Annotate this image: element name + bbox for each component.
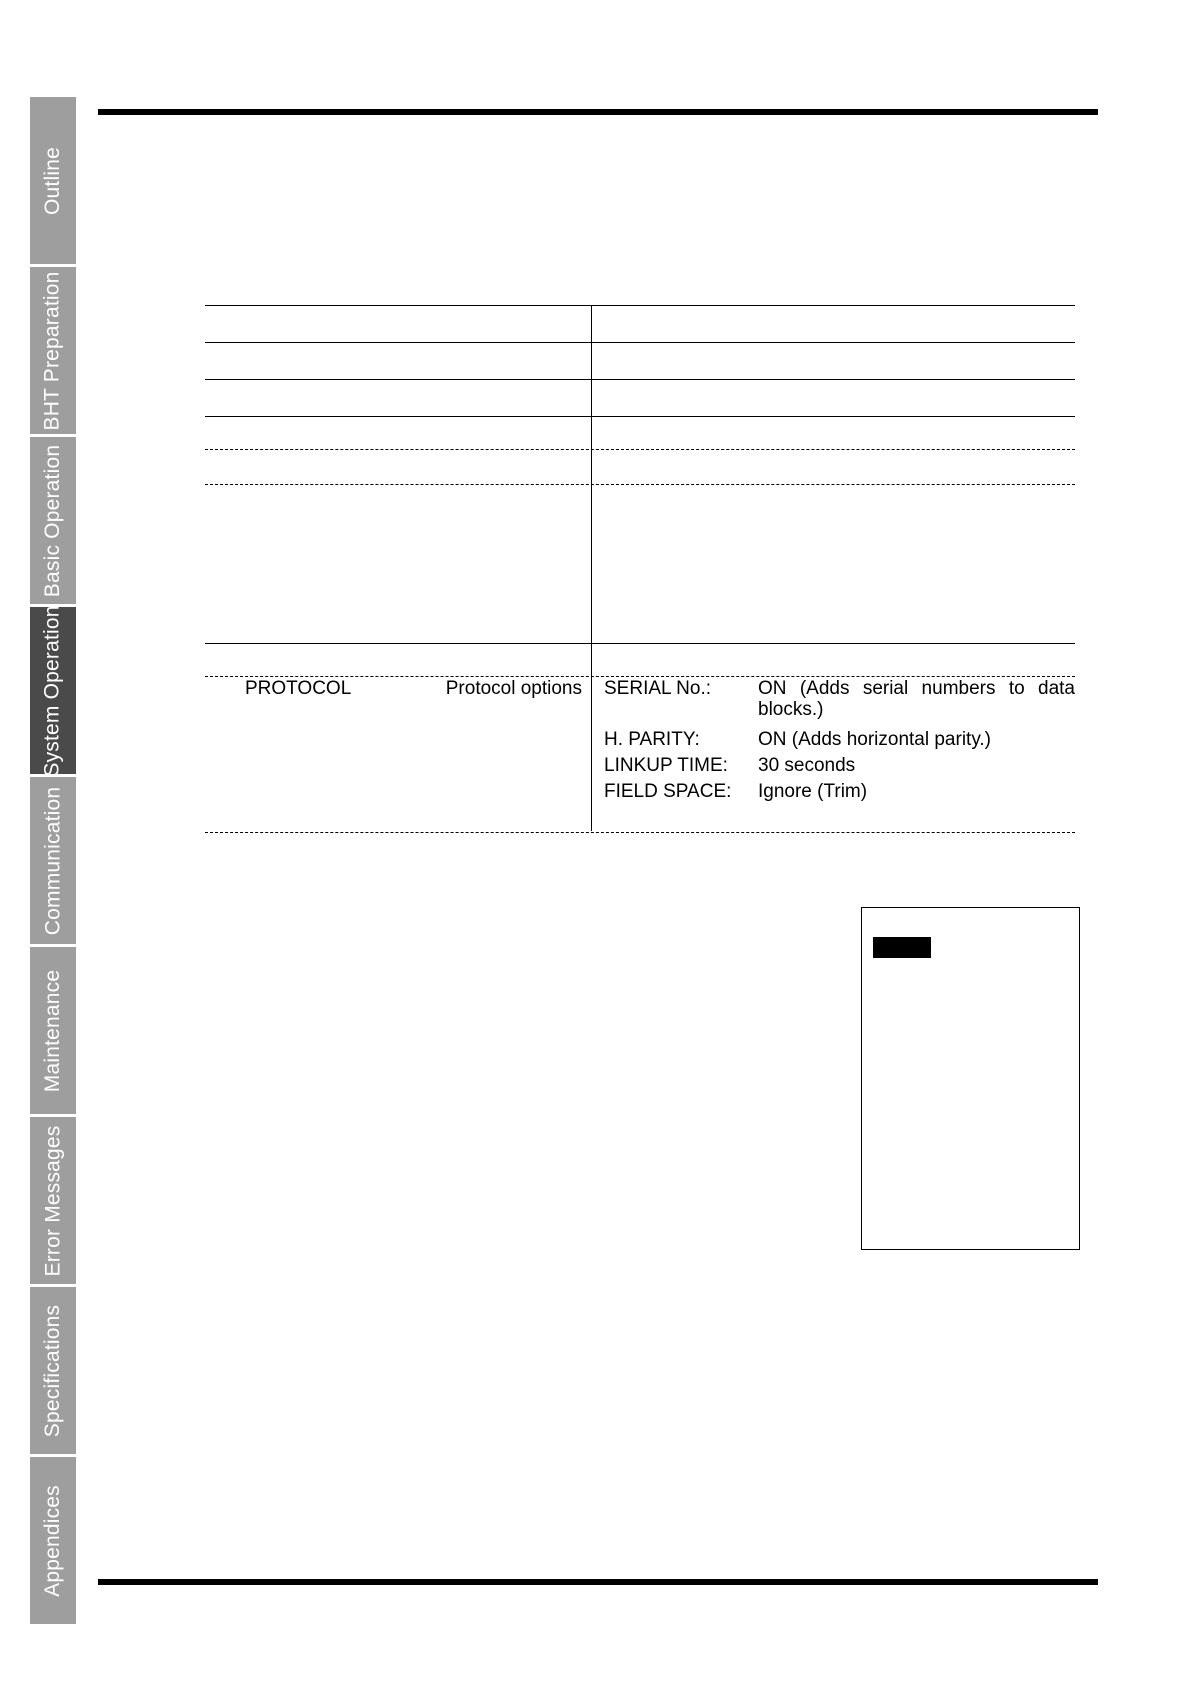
- protocol-setting-name: PROTOCOL: [245, 678, 352, 699]
- table-rule: [205, 342, 1075, 343]
- linkup-time-label: LINKUP TIME:: [604, 755, 728, 776]
- protocol-setting-description: Protocol options: [445, 678, 582, 699]
- tab-label: Outline: [41, 146, 65, 215]
- lcd-screen-preview: [861, 907, 1080, 1250]
- table-dashed-rule: [205, 676, 1075, 677]
- table-dashed-rule: [205, 832, 1075, 833]
- field-space-label: FIELD SPACE:: [604, 781, 732, 802]
- header-rule: [98, 109, 1098, 115]
- table-dashed-rule: [205, 484, 1075, 485]
- table-dashed-rule: [205, 449, 1075, 450]
- settings-table: [205, 305, 1075, 835]
- tab-maintenance[interactable]: [30, 947, 76, 1114]
- tab-error-messages[interactable]: [30, 1117, 76, 1284]
- serial-no-value: ON (Adds serial numbers to data blocks.): [758, 678, 1075, 720]
- tab-label: System Operation: [41, 604, 64, 777]
- side-tab-nav: [30, 97, 76, 1624]
- tab-bht-preparation[interactable]: [30, 267, 76, 434]
- field-space-value: Ignore (Trim): [758, 781, 868, 802]
- h-parity-value: ON (Adds horizontal parity.): [758, 729, 992, 750]
- h-parity-label: H. PARITY:: [604, 729, 700, 750]
- table-rule: [205, 379, 1075, 380]
- tab-label: BHT Preparation: [41, 270, 64, 431]
- tab-label: Error Messages: [41, 1124, 65, 1277]
- tab-label: Maintenance: [41, 969, 65, 1092]
- table-rule: [205, 643, 1075, 644]
- tab-appendices[interactable]: [30, 1457, 76, 1624]
- tab-label: Basic Operation: [41, 444, 65, 597]
- tab-specifications[interactable]: [30, 1287, 76, 1454]
- footer-rule: [98, 1579, 1098, 1585]
- table-rule: [205, 416, 1075, 417]
- tab-basic-operation[interactable]: [30, 437, 76, 604]
- tab-label: Appendices: [41, 1484, 64, 1597]
- tab-communication[interactable]: [30, 777, 76, 944]
- tab-label: Communication: [41, 786, 64, 935]
- serial-no-label: SERIAL No.:: [604, 678, 712, 699]
- tab-system-operation[interactable]: [30, 604, 76, 777]
- tab-label: Specifications: [41, 1304, 64, 1437]
- linkup-time-value: 30 seconds: [758, 755, 856, 776]
- table-rule: [205, 305, 1075, 306]
- table-column-divider: [591, 305, 592, 831]
- lcd-highlight-cursor: [873, 937, 931, 958]
- tab-outline[interactable]: [30, 97, 76, 264]
